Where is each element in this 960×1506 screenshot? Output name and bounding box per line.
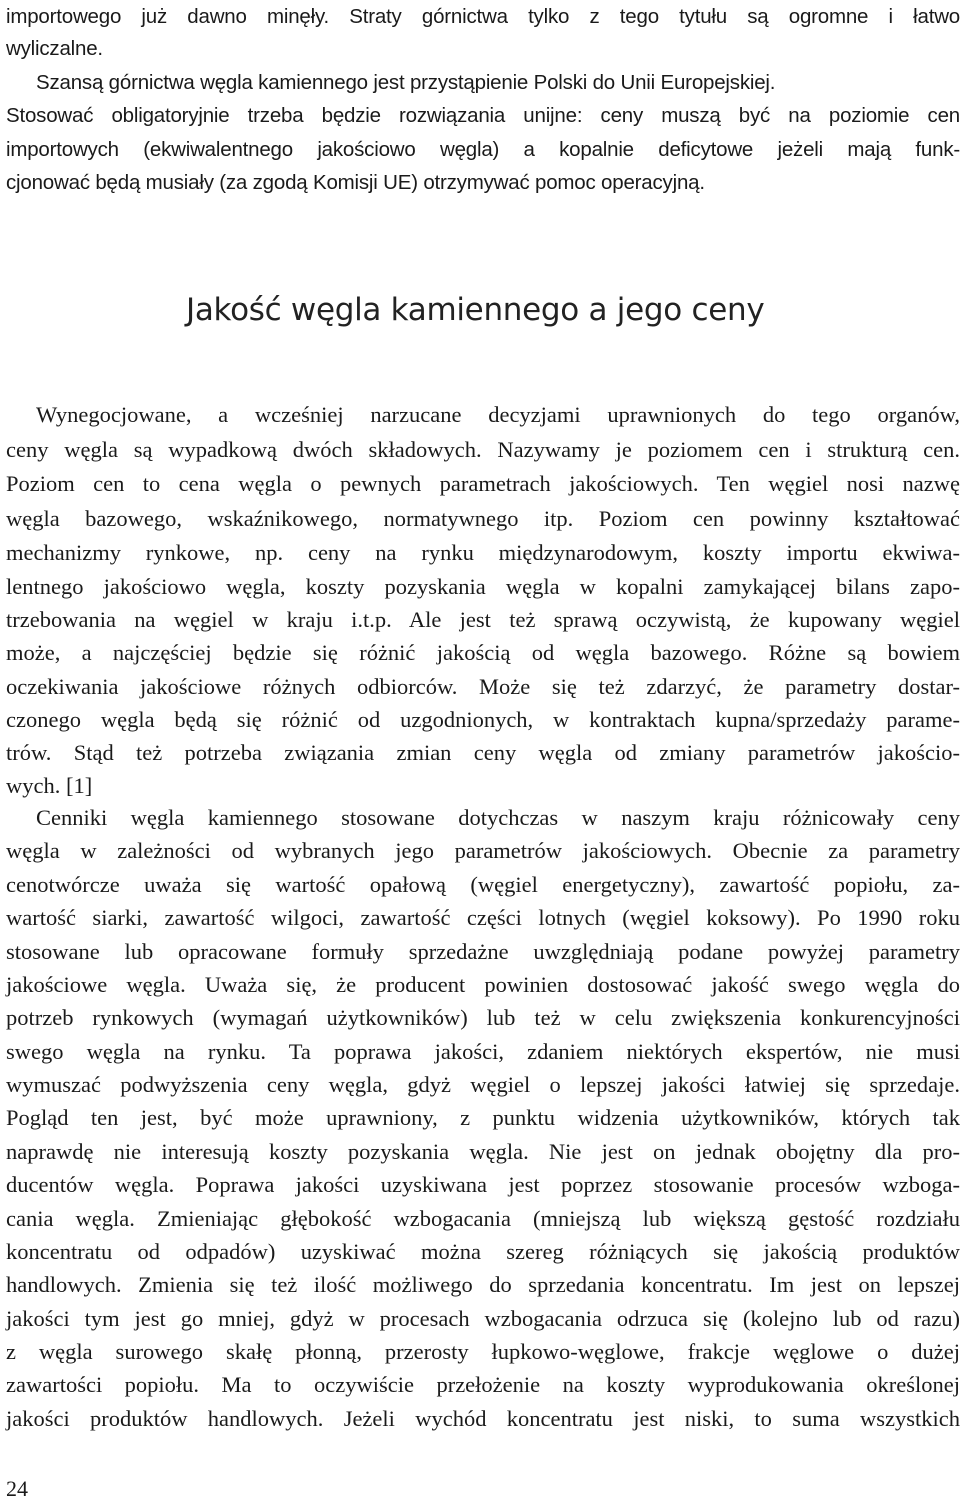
text-line: węgla bazowego, wskaźnikowego, normatywnego itp. Poziom cen powinny kształtować	[6, 506, 960, 531]
text-line: importowego już dawno minęły. Straty górnictwa tylko z tego tytułu są ogromne i łatwo	[6, 5, 960, 28]
text-line: handlowych. Zmienia się też ilość możliwego do sprzedania koncentratu. Im jest on lepszej	[6, 1272, 960, 1297]
text-line: Cenniki węgla kamiennego stosowane dotychczas w naszym kraju różnicowały ceny	[36, 805, 960, 830]
text-line: trzebowania na węgiel w kraju i.t.p. Ale jest też sprawą oczywistą, że kupowany węgiel	[6, 607, 960, 632]
text-line: trów. Stąd też potrzeba związania zmian ceny węgla od zmiany parametrów jakościo-	[6, 740, 960, 765]
text-line: może, a najczęściej będzie się różnić jakością od węgla bazowego. Różne są bowiem	[6, 640, 960, 665]
text-line: zawartości popiołu. Ma to oczywiście przełożenie na koszty wyprodukowania określonej	[6, 1372, 960, 1397]
text-line: Szansą górnictwa węgla kamiennego jest przystąpienie Polski do Unii Europejskiej.	[36, 71, 776, 94]
text-line: jakości produktów handlowych. Jeżeli wychód koncentratu jest niski, to suma wszystkich	[6, 1406, 960, 1431]
text-line: wartość siarki, zawartość wilgoci, zawartość części lotnych (węgiel koksowy). Po 1990 roku	[6, 905, 960, 930]
text-line: cenotwórcze uważa się wartość opałową (węgiel energetyczny), zawartość popiołu, za-	[6, 872, 960, 897]
text-line: jakości tym jest go mniej, gdyż w procesach wzbogacania odrzuca się (kolejno lub od razu)	[6, 1306, 960, 1331]
text-line: wych. [1]	[6, 773, 93, 798]
text-line: mechanizmy rynkowe, np. ceny na rynku międzynarodowym, koszty importu ekwiwa-	[6, 540, 960, 565]
text-line: lentnego jakościowo węgla, koszty pozyskania węgla w kopalni zamykającej bilans zapo-	[6, 574, 960, 599]
text-line: węgla w zależności od wybranych jego parametrów jakościowych. Obecnie za parametry	[6, 838, 960, 863]
text-line: Stosować obligatoryjnie trzeba będzie rozwiązania unijne: ceny muszą być na poziomie cen	[6, 104, 960, 127]
text-line: oczekiwania jakościowe różnych odbiorców. Może się też zdarzyć, że parametry dostar-	[6, 674, 960, 699]
text-line: wymuszać podwyższenia ceny węgla, gdyż węgiel o lepszej jakości łatwiej się sprzedaje.	[6, 1072, 960, 1097]
text-line: importowych (ekwiwalentnego jakościowo węgla) a kopalnie deficytowe jeżeli mają funk-	[6, 138, 960, 161]
text-line: wyliczalne.	[6, 37, 103, 60]
text-line: z węgla surowego skałę płonną, przerosty łupkowo-węglowe, frakcje węglowe o dużej	[6, 1339, 960, 1364]
text-line: ceny węgla są wypadkową dwóch składowych. Nazywamy je poziomem cen i strukturą cen.	[6, 437, 960, 462]
text-line: cania węgla. Zmieniając głębokość wzbogacania (mniejszą lub większą gęstość rozdziału	[6, 1206, 960, 1231]
text-line: stosowane lub opracowane formuły sprzedażne uwzględniają podane powyżej parametry	[6, 939, 960, 964]
document-page	[6, 0, 960, 1506]
text-line: naprawdę nie interesują koszty pozyskania węgla. Nie jest on jednak obojętny dla pro-	[6, 1139, 960, 1164]
page-number: 24	[6, 1476, 28, 1501]
text-line: koncentratu od odpadów) uzyskiwać można szereg różniących się jakością produktów	[6, 1239, 960, 1264]
text-line: Pogląd ten jest, być może uprawniony, z punktu widzenia użytkowników, których tak	[6, 1105, 960, 1130]
text-line: ducentów węgla. Poprawa jakości uzyskiwana jest poprzez stosowanie procesów wzboga-	[6, 1172, 960, 1197]
text-line: Poziom cen to cena węgla o pewnych parametrach jakościowych. Ten węgiel nosi nazwę	[6, 471, 960, 496]
text-line: Wynegocjowane, a wcześniej narzucane decyzjami uprawnionych do tego organów,	[36, 402, 960, 427]
section-heading: Jakość węgla kamiennego a jego ceny	[186, 292, 765, 328]
text-line: cjonować będą musiały (za zgodą Komisji UE) otrzymywać pomoc operacyjną.	[6, 171, 705, 194]
text-line: czonego węgla będą się różnić od uzgodnionych, w kontraktach kupna/sprzedaży parame-	[6, 707, 960, 732]
text-line: potrzeb rynkowych (wymagań użytkowników) lub też w celu zwiększenia konkurencyjności	[6, 1005, 960, 1030]
text-line: jakościowe węgla. Uważa się, że producent powinien dostosować jakość swego węgla do	[6, 972, 960, 997]
text-line: swego węgla na rynku. Ta poprawa jakości, zdaniem niektórych ekspertów, nie musi	[6, 1039, 960, 1064]
